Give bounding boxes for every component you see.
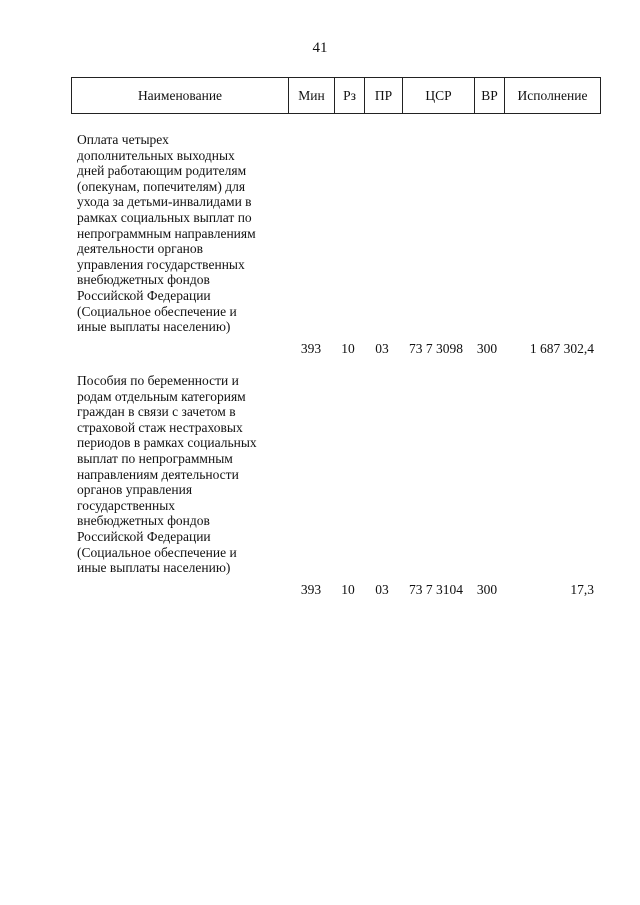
row-name-line: непрограммным направлениям (77, 225, 256, 241)
row-csr: 73 7 3104 (409, 581, 463, 597)
row-name-line: Российской Федерации (77, 528, 211, 544)
header-name: Наименование (72, 78, 289, 114)
row-pr: 03 (375, 340, 389, 356)
row-vr: 300 (476, 581, 498, 597)
header-rz: Рз (335, 78, 365, 114)
row-name (77, 373, 287, 576)
row-name (77, 132, 287, 335)
row-name-line: дней работающим родителям (77, 163, 247, 179)
row-name-line: дополнительных выходных (77, 147, 235, 163)
row-name-line: страховой стаж нестраховых (77, 419, 243, 435)
row-name-line: родам отдельным категориям (77, 388, 246, 404)
page-number: 41 (312, 40, 328, 56)
row-name-line: периодов в рамках социальных (77, 435, 257, 451)
row-name-line: Российской Федерации (77, 287, 211, 303)
row-name-line: государственных (77, 497, 176, 513)
row-name-line: граждан в связи с зачетом в (77, 404, 236, 420)
row-name-line: направлениям деятельности (77, 466, 239, 482)
row-name-line: органов управления (77, 482, 193, 498)
row-execution: 17,3 (570, 581, 594, 597)
row-name-line: Оплата четырех (77, 132, 169, 147)
table-header (71, 77, 601, 114)
row-pr: 03 (375, 581, 389, 597)
row-name-line: рамках социальных выплат по (77, 209, 252, 225)
row-rz: 10 (341, 581, 355, 597)
row-vr: 300 (476, 340, 498, 356)
row-execution: 1 687 302,4 (529, 340, 594, 356)
row-name-line: (опекунам, попечителям) для (77, 178, 246, 194)
row-name-line: управления государственных (77, 256, 245, 272)
row-name-line: (Социальное обеспечение и (77, 544, 237, 560)
header-csr: ЦСР (403, 78, 475, 114)
row-name-line: деятельности органов (77, 241, 204, 257)
row-name-line: внебюджетных фондов (77, 513, 210, 529)
row-rz: 10 (341, 340, 355, 356)
row-min: 393 (300, 581, 322, 597)
row-name-line: выплат по непрограммным (77, 450, 233, 466)
row-name-line: Пособия по беременности и (77, 373, 239, 388)
row-min: 393 (300, 340, 322, 356)
row-name-line: (Социальное обеспечение и (77, 303, 237, 319)
header-pr: ПР (365, 78, 403, 114)
row-name-line: иные выплаты населению) (77, 319, 231, 335)
header-execution: Исполнение (505, 78, 601, 114)
row-csr: 73 7 3098 (409, 340, 463, 356)
row-name-line: внебюджетных фондов (77, 272, 210, 288)
row-name-line: иные выплаты населению) (77, 560, 231, 576)
header-vr: ВР (475, 78, 505, 114)
row-name-line: ухода за детьми-инвалидами в (77, 194, 252, 210)
header-min: Мин (289, 78, 335, 114)
